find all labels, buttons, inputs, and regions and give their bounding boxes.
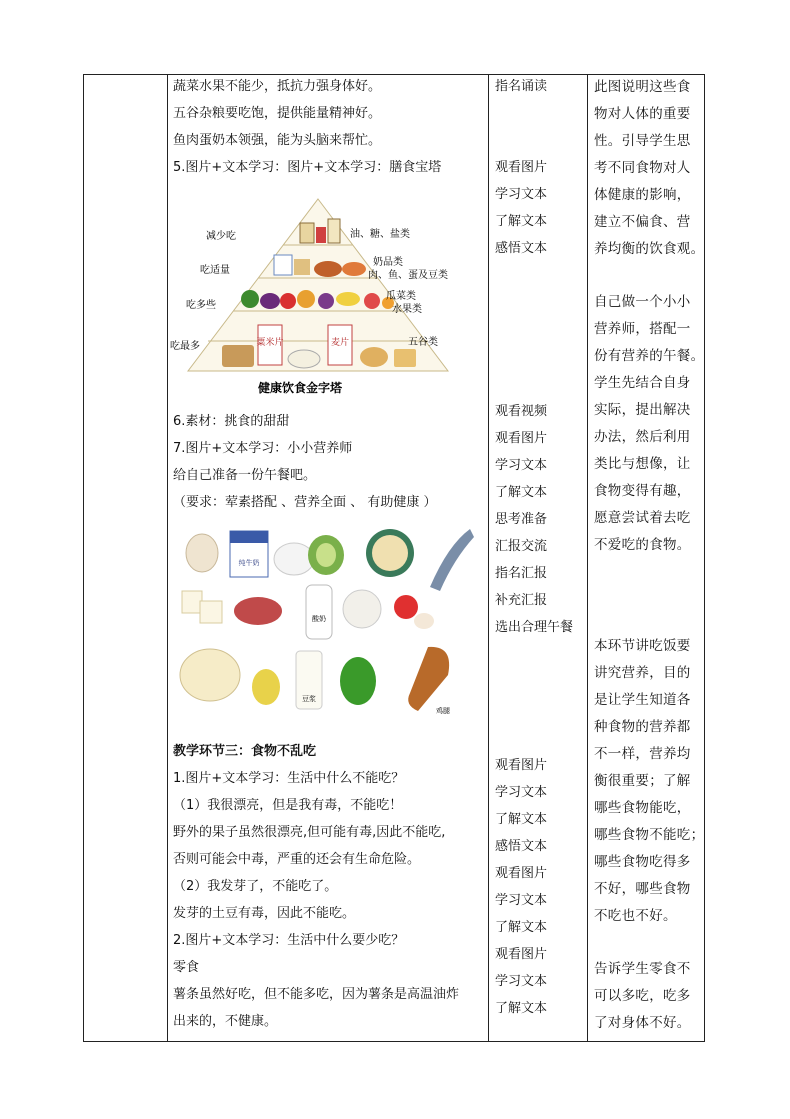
yogurt-label: 酸奶 <box>312 615 326 623</box>
intent-line: 此图说明这些食 <box>594 79 691 95</box>
content-line: （2）我发芽了，不能吃了。 <box>173 879 338 894</box>
intent-line: 考不同食物对人 <box>594 160 691 176</box>
content-line: 五谷杂粮要吃饱，提供能量精神好。 <box>173 106 382 121</box>
tier-label-fruits: 水果类 <box>392 304 422 315</box>
food-pyramid-figure <box>170 193 458 413</box>
content-line: 蔬菜水果不能少，抵抗力强身体好。 <box>173 79 382 94</box>
tier-label-meat-fish-egg: 肉、鱼、蛋及豆类 <box>368 270 448 281</box>
activity-item: 观看视频 <box>495 404 548 419</box>
activity-item: 补充汇报 <box>495 593 548 608</box>
activity-item: 观看图片 <box>495 431 548 446</box>
intent-line: 建立不偏食、营 <box>594 214 691 230</box>
activity-item: 感悟文本 <box>495 241 548 256</box>
intent-line: 类比与想像，让 <box>594 456 691 472</box>
content-line: （要求：荤素搭配 、营养全面 、 有助健康 ） <box>173 495 437 510</box>
pyramid-caption: 健康饮食金字塔 <box>257 381 343 395</box>
activity-item: 指名诵读 <box>495 79 548 94</box>
lesson-plan-table <box>83 74 705 1042</box>
intent-line: 实际，提出解决 <box>594 402 691 418</box>
intent-line: 份有营养的午餐。 <box>594 348 705 364</box>
activity-item: 观看图片 <box>495 947 548 962</box>
intent-line: 愿意尝试着去吃 <box>594 510 691 526</box>
tier-label-more: 吃多些 <box>186 300 216 311</box>
intent-line: 本环节讲吃饭要 <box>594 638 691 654</box>
intent-line: 哪些食物能吃， <box>594 800 691 816</box>
intent-line: 不吃也不好。 <box>594 908 677 924</box>
activity-item: 汇报交流 <box>495 539 548 554</box>
activity-item: 选出合理午餐 <box>495 620 574 635</box>
intent-line: 了对身体不好。 <box>594 1015 691 1031</box>
content-line: 鱼肉蛋奶本领强，能为头脑来帮忙。 <box>173 133 382 148</box>
content-line: 2.图片+文本学习：生活中什么要少吃？ <box>173 933 405 948</box>
intent-line: 衡很重要；了解 <box>594 773 691 789</box>
activity-item: 观看图片 <box>495 160 548 175</box>
intent-line: 可以多吃，吃多 <box>594 988 691 1004</box>
drumstick-label: 鸡腿 <box>436 707 450 715</box>
content-line: 野外的果子虽然很漂亮,但可能有毒,因此不能吃, <box>173 825 446 840</box>
tier-label-dairy: 奶品类 <box>373 257 403 268</box>
content-line: 1.图片+文本学习：生活中什么不能吃？ <box>173 771 405 786</box>
milk-box-label: 纯牛奶 <box>238 559 260 567</box>
oat-box-label: 麦片 <box>330 338 350 348</box>
intent-line: 营养师，搭配一 <box>594 321 691 337</box>
content-line: 给自己准备一份午餐吧。 <box>173 468 317 483</box>
intent-line: 讲究营养，目的 <box>594 665 691 681</box>
student-activity-column <box>489 75 587 1041</box>
intent-line: 种食物的营养都 <box>594 719 691 735</box>
cereal-box-label: 粟米片 <box>256 338 284 348</box>
intent-line: 不爱吃的食物。 <box>594 537 691 553</box>
intent-line: 体健康的影响， <box>594 187 691 203</box>
content-line: 薯条虽然好吃，但不能多吃，因为薯条是高温油炸 <box>173 987 460 1002</box>
activity-item: 学习文本 <box>495 974 548 989</box>
content-line: 发芽的土豆有毒，因此不能吃。 <box>173 906 356 921</box>
intent-line: 物对人体的重要 <box>594 106 691 122</box>
intent-line: 养均衡的饮食观。 <box>594 241 705 257</box>
intent-line: 自己做一个小小 <box>594 294 691 310</box>
tier-label-oil-sugar-salt: 油、糖、盐类 <box>350 229 410 240</box>
content-line: 零食 <box>173 960 200 975</box>
intent-line: 食物变得有趣， <box>594 483 691 499</box>
teaching-content-column <box>168 75 488 1041</box>
activity-item: 了解文本 <box>495 920 548 935</box>
content-line: 否则可能会中毒，严重的还会有生命危险。 <box>173 852 421 867</box>
intent-line: 是让学生知道各 <box>594 692 691 708</box>
tier-label-reduce: 减少吃 <box>206 231 236 242</box>
activity-item: 了解文本 <box>495 812 548 827</box>
content-line: 5.图片+文本学习：图片+文本学习：膳食宝塔 <box>173 160 442 175</box>
activity-item: 学习文本 <box>495 187 548 202</box>
intent-line: 办法，然后利用 <box>594 429 691 445</box>
soymilk-label: 豆浆 <box>302 695 316 703</box>
intent-line: 不一样，营养均 <box>594 746 691 762</box>
tier-label-vegetables: 瓜菜类 <box>386 291 416 302</box>
activity-item: 了解文本 <box>495 214 548 229</box>
lunch-food-collage <box>178 525 478 729</box>
content-line: 7.图片+文本学习：小小营养师 <box>173 441 353 456</box>
tier-label-grains: 五谷类 <box>408 337 438 348</box>
intent-line: 告诉学生零食不 <box>594 961 691 977</box>
activity-item: 感悟文本 <box>495 839 548 854</box>
activity-item: 观看图片 <box>495 758 548 773</box>
intent-line: 哪些食物吃得多 <box>594 854 691 870</box>
tier-label-moderate: 吃适量 <box>200 265 230 276</box>
content-line: 6.素材：挑食的甜甜 <box>173 414 290 429</box>
activity-item: 了解文本 <box>495 1001 548 1016</box>
activity-item: 了解文本 <box>495 485 548 500</box>
intent-line: 哪些食物不能吃； <box>594 827 705 843</box>
activity-item: 指名汇报 <box>495 566 548 581</box>
activity-item: 思考准备 <box>495 512 548 527</box>
section-heading: 教学环节三：食物不乱吃 <box>173 744 317 759</box>
tier-label-most: 吃最多 <box>170 341 200 352</box>
activity-item: 学习文本 <box>495 458 548 473</box>
intent-line: 学生先结合自身 <box>594 375 691 391</box>
content-line: 出来的，不健康。 <box>173 1014 278 1029</box>
intent-line: 不好，哪些食物 <box>594 881 691 897</box>
activity-item: 学习文本 <box>495 785 548 800</box>
activity-item: 观看图片 <box>495 866 548 881</box>
content-line: （1）我很漂亮，但是我有毒，不能吃！ <box>173 798 403 813</box>
activity-item: 学习文本 <box>495 893 548 908</box>
design-intent-column <box>588 75 705 1041</box>
intent-line: 性。引导学生思 <box>594 133 691 149</box>
